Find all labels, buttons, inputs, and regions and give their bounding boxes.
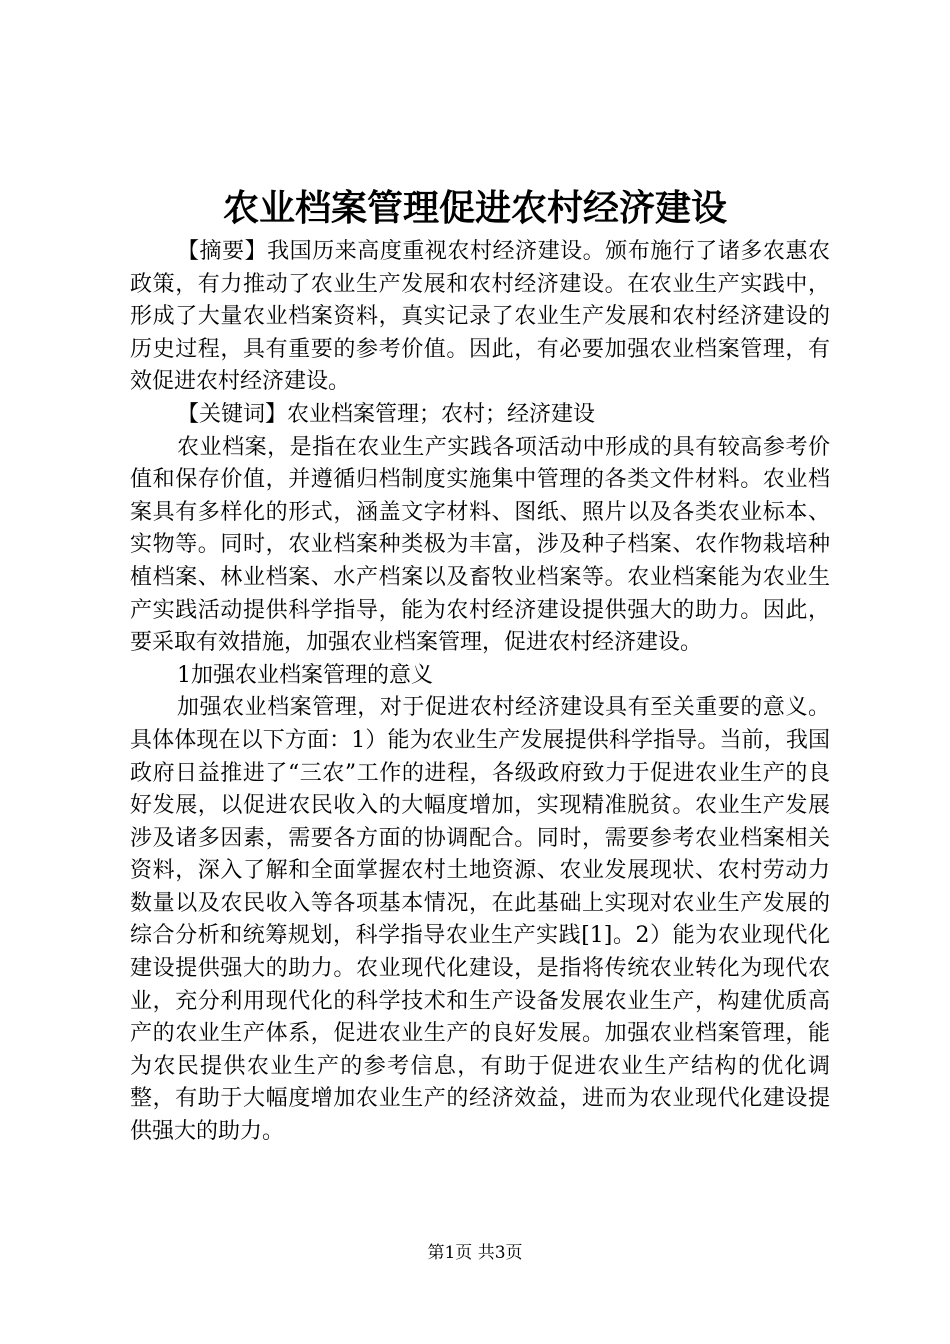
abstract-paragraph: 【摘要】我国历来高度重视农村经济建设。颁布施行了诸多农惠农政策，有力推动了农业生产发展和农村经济建设。在农业生产实践中，形成了大量农业档案资料，真实记录了农业生产发展和农村经济建设的历史过程，具有重要的参考价值。因此，有必要加强农业档案管理，有效促进农村经济建设。 (130, 239, 830, 395)
intro-paragraph: 农业档案，是指在农业生产实践各项活动中形成的具有较高参考价值和保存价值，并遵循归档制度实施集中管理的各类文件材料。农业档案具有多样化的形式，涵盖文字材料、图纸、照片以及各类农业标本、实物等。同时，农业档案种类极为丰富，涉及种子档案、农作物栽培种植档案、林业档案、水产档案以及畜牧业档案等。农业档案能为农业生产实践活动提供科学指导，能为农村经济建设提供强大的助力。因此，要采取有效措施，加强农业档案管理，促进农村经济建设。 (130, 434, 830, 656)
keywords-paragraph: 【关键词】农业档案管理；农村；经济建设 (177, 401, 596, 427)
section-paragraph: 加强农业档案管理，对于促进农村经济建设具有至关重要的意义。具体体现在以下方面：1）能为农业生产发展提供科学指导。当前，我国政府日益推进了“三农”工作的进程，各级政府致力于促进农业生产的良好发展，以促进农民收入的大幅度增加，实现精准脱贫。农业生产发展涉及诸多因素，需要各方面的协调配合。同时，需要参考农业档案相关资料，深入了解和全面掌握农村土地资源、农业发展现状、农村劳动力数量以及农民收入等各项基本情况，在此基础上实现对农业生产发展的综合分析和统筹规划，科学指导农业生产实践[1]。2）能为农业现代化建设提供强大的助力。农业现代化建设，是指将传统农业转化为现代农业，充分利用现代化的科学技术和生产设备发展农业生产，构建优质高产的农业生产体系，促进农业生产的良好发展。加强农业档案管理，能为农民提供农业生产的参考信息，有助于促进农业生产结构的优化调整，有助于大幅度增加农业生产的经济效益，进而为农业现代化建设提供强大的助力。 (130, 695, 830, 1145)
page-number-footer: 第1页 共3页 (427, 1243, 523, 1263)
document-body (130, 236, 830, 1149)
document-title: 农业档案管理促进农村经济建设 (222, 187, 727, 229)
section-heading: 1加强农业档案管理的意义 (177, 662, 433, 688)
